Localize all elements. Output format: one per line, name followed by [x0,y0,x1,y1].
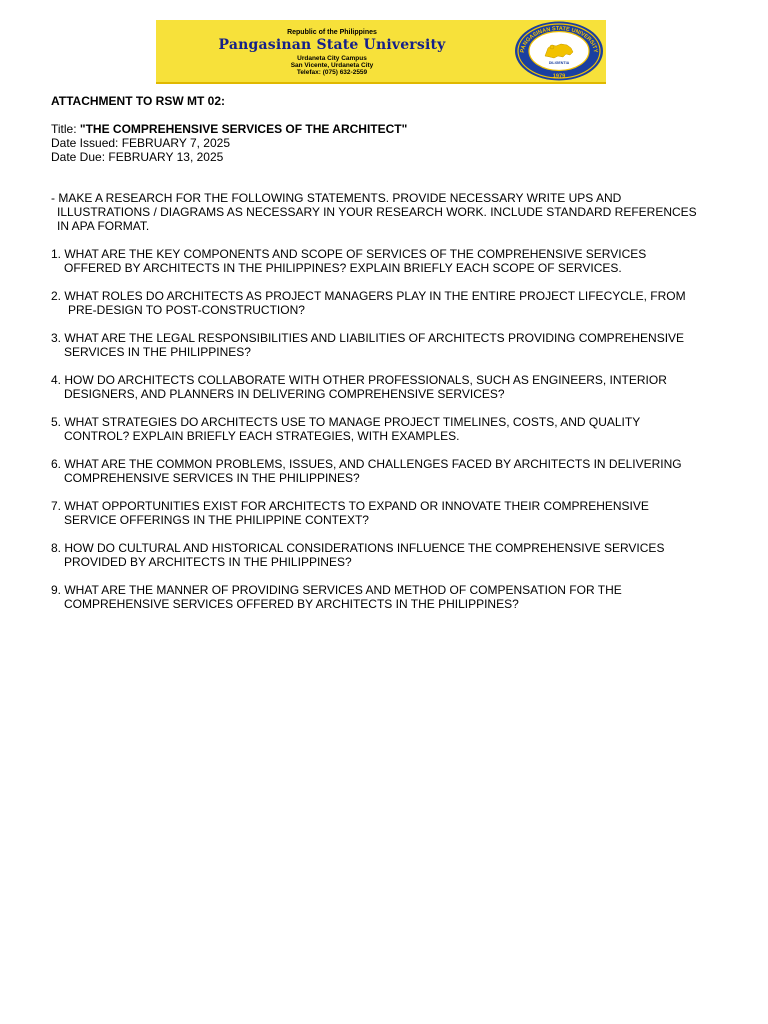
question-line: 7. WHAT OPPORTUNITIES EXIST FOR ARCHITECTS TO EXPAND OR INNOVATE THEIR COMPREHENSIVE [51,499,649,513]
campus-telefax: Telefax: (075) 632-2559 [296,69,368,76]
date-due: Date Due: FEBRUARY 13, 2025 [51,150,224,164]
question-line: 3. WHAT ARE THE LEGAL RESPONSIBILITIES AND LIABILITIES OF ARCHITECTS PROVIDING COMPREHENSIVE [51,331,685,345]
question-line: SERVICE OFFERINGS IN THE PHILIPPINE CONTEXT? [64,513,369,527]
instruction-line: IN APA FORMAT. [57,219,150,233]
attachment-heading: ATTACHMENT TO RSW MT 02: [51,94,225,108]
university-header-banner [156,20,606,84]
svg-text:DILIGENTIA: DILIGENTIA [548,61,570,65]
question-line: DESIGNERS, AND PLANNERS IN DELIVERING COMPREHENSIVE SERVICES? [64,387,505,401]
instructions [51,191,731,233]
question-line: OFFERED BY ARCHITECTS IN THE PHILIPPINES? EXPLAIN BRIEFLY EACH SCOPE OF SERVICES. [64,261,622,275]
instruction-line: ILLUSTRATIONS / DIAGRAMS AS NECESSARY IN YOUR RESEARCH WORK. INCLUDE STANDARD REFERENCES [57,205,697,219]
question-8 [51,541,731,569]
question-4 [51,373,731,401]
title-value: "THE COMPREHENSIVE SERVICES OF THE ARCHITECT" [79,122,408,136]
question-line: 8. HOW DO CULTURAL AND HISTORICAL CONSIDERATIONS INFLUENCE THE COMPREHENSIVE SERVICES [51,541,665,555]
document-meta [51,122,407,164]
instruction-line: - MAKE A RESEARCH FOR THE FOLLOWING STATEMENTS. PROVIDE NECESSARY WRITE UPS AND [51,191,622,205]
question-3 [51,331,731,359]
campus-info [156,55,508,76]
question-5 [51,415,731,443]
question-line: 4. HOW DO ARCHITECTS COLLABORATE WITH OTHER PROFESSIONALS, SUCH AS ENGINEERS, INTERIOR [51,373,667,387]
title-label: Title: [51,122,80,136]
question-line: 9. WHAT ARE THE MANNER OF PROVIDING SERVICES AND METHOD OF COMPENSATION FOR THE [51,583,622,597]
question-line: 5. WHAT STRATEGIES DO ARCHITECTS USE TO MANAGE PROJECT TIMELINES, COSTS, AND QUALITY [51,415,641,429]
svg-text:1979: 1979 [552,73,566,80]
question-9 [51,583,731,611]
question-line: PROVIDED BY ARCHITECTS IN THE PHILIPPINES? [64,555,352,569]
question-line: CONTROL? EXPLAIN BRIEFLY EACH STRATEGIES, WITH EXAMPLES. [64,429,460,443]
question-line: COMPREHENSIVE SERVICES IN THE PHILIPPINES? [64,471,360,485]
question-line: COMPREHENSIVE SERVICES OFFERED BY ARCHITECTS IN THE PHILIPPINES? [64,597,519,611]
question-6 [51,457,731,485]
svg-text:PANGASINAN STATE UNIVERSITY: PANGASINAN STATE UNIVERSITY [519,25,599,54]
question-line: 1. WHAT ARE THE KEY COMPONENTS AND SCOPE OF SERVICES OF THE COMPREHENSIVE SERVICES [51,247,647,261]
campus-address: San Vicente, Urdaneta City [290,62,374,69]
title-line [51,122,407,136]
campus-name: Urdaneta City Campus [297,55,367,62]
question-line: 6. WHAT ARE THE COMMON PROBLEMS, ISSUES, AND CHALLENGES FACED BY ARCHITECTS IN DELIVERING [51,457,682,471]
question-1 [51,247,731,275]
republic-label: Republic of the Philippines [287,29,377,36]
question-line: SERVICES IN THE PHILIPPINES? [64,345,251,359]
question-2 [51,289,731,317]
date-issued: Date Issued: FEBRUARY 7, 2025 [51,136,230,150]
question-7 [51,499,731,527]
university-seal-logo [514,21,604,81]
question-line: 2. WHAT ROLES DO ARCHITECTS AS PROJECT MANAGERS PLAY IN THE ENTIRE PROJECT LIFECYCLE, FROM [51,289,686,303]
question-line: PRE-DESIGN TO POST-CONSTRUCTION? [68,303,305,317]
header-text-block [156,20,508,82]
university-name: Pangasinan State University [218,37,446,53]
